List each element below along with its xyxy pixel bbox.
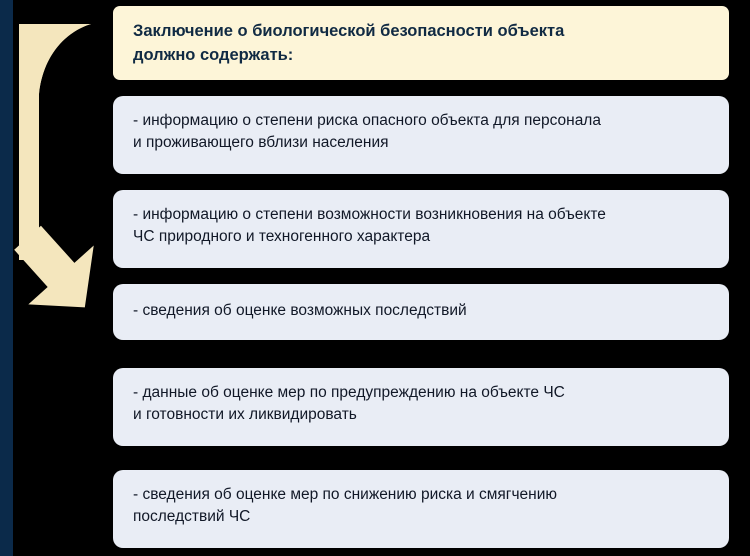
list-item bbox=[113, 284, 729, 340]
list-item-line-1: - данные об оценке мер по предупреждению на объекте ЧС bbox=[133, 384, 565, 401]
header-line-1: Заключение о биологической безопасности объекта bbox=[133, 22, 565, 40]
list-item bbox=[113, 368, 729, 446]
list-item-line-2: ЧС природного и техногенного характера bbox=[133, 228, 431, 246]
list-item-line-1: - информацию о степени риска опасного объекта для персонала bbox=[133, 112, 601, 129]
header-line-2: должно содержать: bbox=[133, 45, 294, 64]
list-item-line-1: - сведения об оценке возможных последствий bbox=[133, 302, 467, 319]
cards-column bbox=[113, 0, 750, 556]
list-item bbox=[113, 96, 729, 174]
left-accent-bar bbox=[0, 0, 13, 556]
list-item-line-2: и проживающего вблизи населения bbox=[133, 134, 389, 152]
list-item-line-2: последствий ЧС bbox=[133, 508, 251, 526]
list-item bbox=[113, 190, 729, 268]
header-card bbox=[113, 6, 729, 80]
curved-down-arrow-icon bbox=[13, 22, 113, 312]
list-item-line-1: - сведения об оценке мер по снижению риска и смягчению bbox=[133, 486, 557, 503]
list-item-line-1: - информацию о степени возможности возникновения на объекте bbox=[133, 206, 606, 223]
list-item-line-2: и готовности их ликвидировать bbox=[133, 406, 357, 424]
list-item bbox=[113, 470, 729, 548]
